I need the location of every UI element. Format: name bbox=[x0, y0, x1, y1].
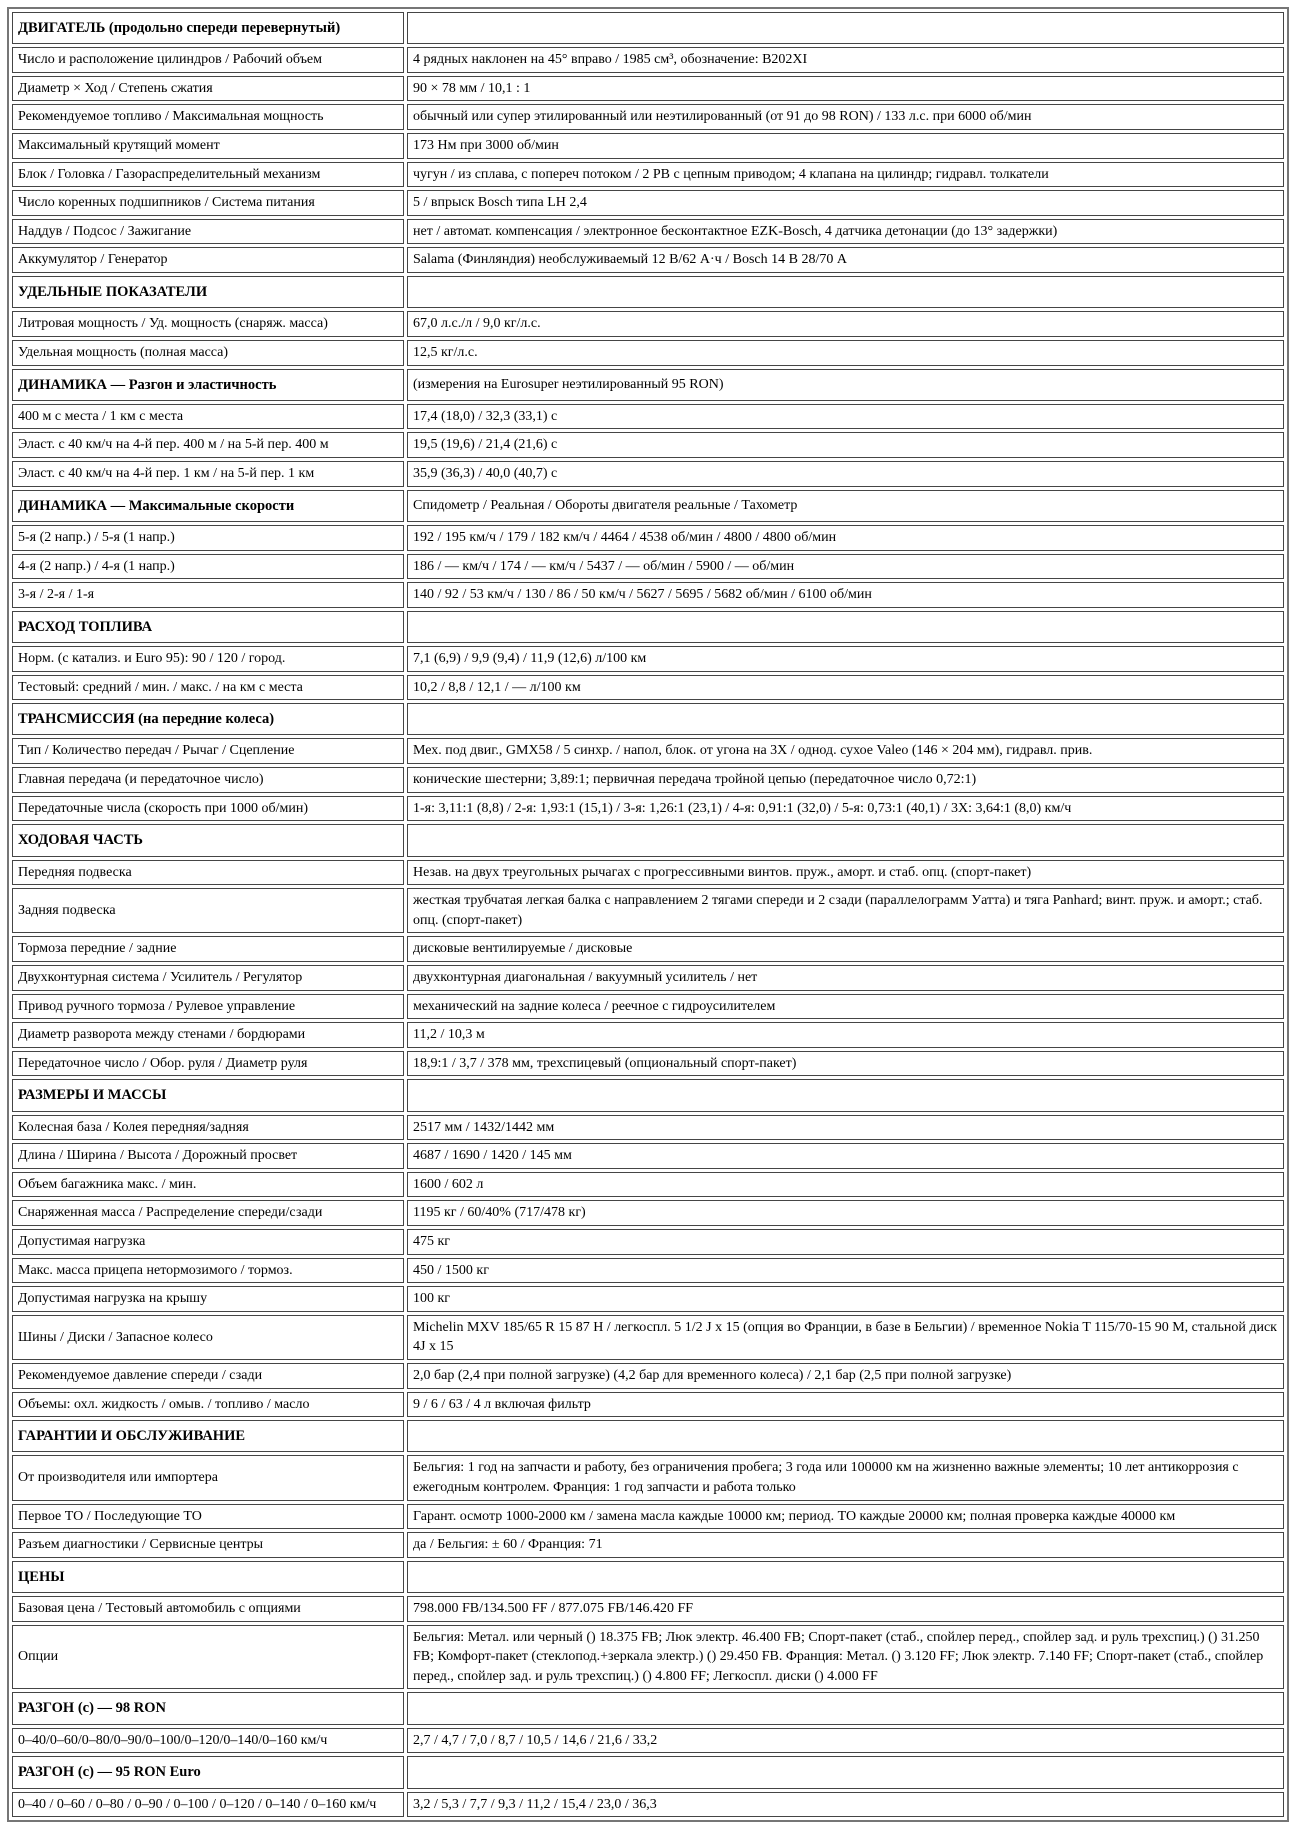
spec-label: Норм. (с катализ. и Euro 95): 90 / 120 / город. bbox=[12, 646, 404, 672]
section-row bbox=[12, 276, 1284, 308]
spec-row bbox=[12, 247, 1284, 273]
spec-row bbox=[12, 767, 1284, 793]
spec-row bbox=[12, 582, 1284, 608]
spec-value: 3,2 / 5,3 / 7,7 / 9,3 / 11,2 / 15,4 / 23,0 / 36,3 bbox=[407, 1792, 1284, 1818]
spec-label: Привод ручного тормоза / Рулевое управление bbox=[12, 994, 404, 1020]
section-value bbox=[407, 276, 1284, 308]
spec-value: 35,9 (36,3) / 40,0 (40,7) с bbox=[407, 461, 1284, 487]
spec-value: 12,5 кг/л.с. bbox=[407, 340, 1284, 366]
spec-label: Передняя подвеска bbox=[12, 860, 404, 886]
section-title: РАСХОД ТОПЛИВА bbox=[12, 611, 404, 643]
spec-label: Диаметр разворота между стенами / бордюрами bbox=[12, 1022, 404, 1048]
spec-value: 140 / 92 / 53 км/ч / 130 / 86 / 50 км/ч / 5627 / 5695 / 5682 об/мин / 6100 об/мин bbox=[407, 582, 1284, 608]
spec-row bbox=[12, 1532, 1284, 1558]
section-row bbox=[12, 824, 1284, 856]
section-row bbox=[12, 1561, 1284, 1593]
section-title: УДЕЛЬНЫЕ ПОКАЗАТЕЛИ bbox=[12, 276, 404, 308]
spec-value: 90 × 78 мм / 10,1 : 1 bbox=[407, 76, 1284, 102]
spec-row bbox=[12, 1315, 1284, 1360]
spec-value: Бельгия: 1 год на запчасти и работу, без ограничения пробега; 3 года или 100000 км на жизненно важные элементы; 10 лет антикоррозия с ежегодным контролем. Франция: 1 год запчасти и работа только bbox=[407, 1455, 1284, 1500]
spec-row bbox=[12, 1172, 1284, 1198]
spec-value: 19,5 (19,6) / 21,4 (21,6) с bbox=[407, 432, 1284, 458]
spec-row bbox=[12, 936, 1284, 962]
spec-row bbox=[12, 162, 1284, 188]
spec-label: Блок / Головка / Газораспределительный механизм bbox=[12, 162, 404, 188]
spec-row bbox=[12, 888, 1284, 933]
spec-label: 0–40/0–60/0–80/0–90/0–100/0–120/0–140/0–160 км/ч bbox=[12, 1728, 404, 1754]
spec-row bbox=[12, 311, 1284, 337]
car-spec-table bbox=[7, 7, 1289, 1822]
spec-label: 400 м с места / 1 км с места bbox=[12, 404, 404, 430]
section-value bbox=[407, 703, 1284, 735]
spec-row bbox=[12, 1258, 1284, 1284]
spec-row bbox=[12, 133, 1284, 159]
spec-label: Макс. масса прицепа нетормозимого / тормоз. bbox=[12, 1258, 404, 1284]
spec-label: От производителя или импортера bbox=[12, 1455, 404, 1500]
spec-label: 3-я / 2-я / 1-я bbox=[12, 582, 404, 608]
spec-row bbox=[12, 1625, 1284, 1690]
spec-value: 11,2 / 10,3 м bbox=[407, 1022, 1284, 1048]
section-row bbox=[12, 12, 1284, 44]
section-row bbox=[12, 369, 1284, 401]
spec-value: Бельгия: Метал. или черный () 18.375 FB; Люк электр. 46.400 FB; Спорт-пакет (стаб., спойлер перед., спойлер зад. и руль трехспиц.) () 31.250 FB; Комфорт-пакет (стеклопод.+зеркала электр.) () 29.450 FB. Франция: Метал. () 3.120 FF; Люк электр. 7.140 FF; Спорт-пакет (стаб., спойлер перед., спойлер зад. и руль трехспиц.) () 4.800 FF; Легкоспл. диски () 4.000 FF bbox=[407, 1625, 1284, 1690]
spec-value: нет / автомат. компенсация / электронное бесконтактное EZK-Bosch, 4 датчика детонации (до 13° задержки) bbox=[407, 219, 1284, 245]
section-title: РАЗГОН (с) — 95 RON Euro bbox=[12, 1756, 404, 1788]
spec-value: Мех. под двиг., GMX58 / 5 синхр. / напол, блок. от угона на 3Х / однод. сухое Valeo (146 × 204 мм), гидравл. прив. bbox=[407, 738, 1284, 764]
spec-row bbox=[12, 796, 1284, 822]
section-value bbox=[407, 824, 1284, 856]
section-title: ЦЕНЫ bbox=[12, 1561, 404, 1593]
spec-row bbox=[12, 340, 1284, 366]
section-row bbox=[12, 611, 1284, 643]
spec-label: Длина / Ширина / Высота / Дорожный просвет bbox=[12, 1143, 404, 1169]
spec-row bbox=[12, 461, 1284, 487]
section-title: РАЗМЕРЫ И МАССЫ bbox=[12, 1079, 404, 1111]
spec-row bbox=[12, 76, 1284, 102]
section-title: РАЗГОН (с) — 98 RON bbox=[12, 1692, 404, 1724]
spec-value: обычный или супер этилированный или неэтилированный (от 91 до 98 RON) / 133 л.с. при 6000 об/мин bbox=[407, 104, 1284, 130]
spec-row bbox=[12, 1022, 1284, 1048]
section-title: ДИНАМИКА — Разгон и эластичность bbox=[12, 369, 404, 401]
section-value bbox=[407, 1079, 1284, 1111]
spec-value: жесткая трубчатая легкая балка с направлением 2 тягами спереди и 2 сзади (параллелограмм Уатта) и тяга Panhard; винт. пруж. и аморт.; стаб. опц. (спорт-пакет) bbox=[407, 888, 1284, 933]
spec-value: 1195 кг / 60/40% (717/478 кг) bbox=[407, 1200, 1284, 1226]
section-title: ХОДОВАЯ ЧАСТЬ bbox=[12, 824, 404, 856]
spec-row bbox=[12, 47, 1284, 73]
spec-value: 450 / 1500 кг bbox=[407, 1258, 1284, 1284]
section-row bbox=[12, 1756, 1284, 1788]
spec-label: Эласт. с 40 км/ч на 4-й пер. 1 км / на 5-й пер. 1 км bbox=[12, 461, 404, 487]
spec-label: Максимальный крутящий момент bbox=[12, 133, 404, 159]
spec-row bbox=[12, 1115, 1284, 1141]
spec-value: 1-я: 3,11:1 (8,8) / 2-я: 1,93:1 (15,1) / 3-я: 1,26:1 (23,1) / 4-я: 0,91:1 (32,0) / 5-я: 0,73:1 (40,1) / 3Х: 3,64:1 (8,0) км/ч bbox=[407, 796, 1284, 822]
spec-value: 798.000 FB/134.500 FF / 877.075 FB/146.420 FF bbox=[407, 1596, 1284, 1622]
spec-value: 1600 / 602 л bbox=[407, 1172, 1284, 1198]
spec-label: Объем багажника макс. / мин. bbox=[12, 1172, 404, 1198]
spec-value: 4 рядных наклонен на 45° вправо / 1985 см³, обозначение: B202XI bbox=[407, 47, 1284, 73]
spec-label: Диаметр × Ход / Степень сжатия bbox=[12, 76, 404, 102]
section-title: ДИНАМИКА — Максимальные скорости bbox=[12, 490, 404, 522]
spec-label: 4-я (2 напр.) / 4-я (1 напр.) bbox=[12, 554, 404, 580]
spec-value: 17,4 (18,0) / 32,3 (33,1) с bbox=[407, 404, 1284, 430]
spec-row bbox=[12, 1392, 1284, 1418]
spec-label: Разъем диагностики / Сервисные центры bbox=[12, 1532, 404, 1558]
section-row bbox=[12, 1420, 1284, 1452]
spec-label: Рекомендуемое топливо / Максимальная мощность bbox=[12, 104, 404, 130]
section-row bbox=[12, 1079, 1284, 1111]
spec-value: чугун / из сплава, с попереч потоком / 2 РВ с цепным приводом; 4 клапана на цилиндр; гидравл. толкатели bbox=[407, 162, 1284, 188]
spec-label: 0–40 / 0–60 / 0–80 / 0–90 / 0–100 / 0–120 / 0–140 / 0–160 км/ч bbox=[12, 1792, 404, 1818]
section-value bbox=[407, 1756, 1284, 1788]
spec-label: Объемы: охл. жидкость / омыв. / топливо / масло bbox=[12, 1392, 404, 1418]
spec-value: 4687 / 1690 / 1420 / 145 мм bbox=[407, 1143, 1284, 1169]
spec-row bbox=[12, 994, 1284, 1020]
spec-row bbox=[12, 860, 1284, 886]
spec-row bbox=[12, 965, 1284, 991]
spec-label: Тип / Количество передач / Рычаг / Сцепление bbox=[12, 738, 404, 764]
spec-row bbox=[12, 1143, 1284, 1169]
spec-row bbox=[12, 1229, 1284, 1255]
spec-row bbox=[12, 404, 1284, 430]
spec-row bbox=[12, 1200, 1284, 1226]
spec-label: 5-я (2 напр.) / 5-я (1 напр.) bbox=[12, 525, 404, 551]
spec-row bbox=[12, 1792, 1284, 1818]
spec-value: Незав. на двух треугольных рычагах с прогрессивными винтов. пруж., аморт. и стаб. опц. (спорт-пакет) bbox=[407, 860, 1284, 886]
section-value bbox=[407, 611, 1284, 643]
section-value bbox=[407, 1561, 1284, 1593]
spec-label: Аккумулятор / Генератор bbox=[12, 247, 404, 273]
section-title: ГАРАНТИИ И ОБСЛУЖИВАНИЕ bbox=[12, 1420, 404, 1452]
section-row bbox=[12, 703, 1284, 735]
spec-label: Удельная мощность (полная масса) bbox=[12, 340, 404, 366]
spec-label: Допустимая нагрузка на крышу bbox=[12, 1286, 404, 1312]
spec-label: Наддув / Подсос / Зажигание bbox=[12, 219, 404, 245]
spec-row bbox=[12, 1363, 1284, 1389]
spec-label: Опции bbox=[12, 1625, 404, 1690]
spec-label: Число и расположение цилиндров / Рабочий объем bbox=[12, 47, 404, 73]
spec-row bbox=[12, 675, 1284, 701]
spec-value: Гарант. осмотр 1000-2000 км / замена масла каждые 10000 км; период. ТО каждые 20000 км; полная проверка каждые 40000 км bbox=[407, 1504, 1284, 1530]
spec-value: 67,0 л.с./л / 9,0 кг/л.с. bbox=[407, 311, 1284, 337]
section-value bbox=[407, 1420, 1284, 1452]
section-title: ТРАНСМИССИЯ (на передние колеса) bbox=[12, 703, 404, 735]
spec-label: Двухконтурная система / Усилитель / Регулятор bbox=[12, 965, 404, 991]
spec-row bbox=[12, 432, 1284, 458]
spec-value: 10,2 / 8,8 / 12,1 / — л/100 км bbox=[407, 675, 1284, 701]
spec-label: Число коренных подшипников / Система питания bbox=[12, 190, 404, 216]
spec-label: Тормоза передние / задние bbox=[12, 936, 404, 962]
spec-label: Первое ТО / Последующие ТО bbox=[12, 1504, 404, 1530]
spec-row bbox=[12, 219, 1284, 245]
spec-value: 475 кг bbox=[407, 1229, 1284, 1255]
spec-label: Передаточные числа (скорость при 1000 об/мин) bbox=[12, 796, 404, 822]
spec-row bbox=[12, 1504, 1284, 1530]
section-row bbox=[12, 490, 1284, 522]
section-value: Спидометр / Реальная / Обороты двигателя реальные / Тахометр bbox=[407, 490, 1284, 522]
spec-label: Допустимая нагрузка bbox=[12, 1229, 404, 1255]
spec-row bbox=[12, 1455, 1284, 1500]
section-value bbox=[407, 12, 1284, 44]
spec-value: 173 Нм при 3000 об/мин bbox=[407, 133, 1284, 159]
spec-value: 7,1 (6,9) / 9,9 (9,4) / 11,9 (12,6) л/100 км bbox=[407, 646, 1284, 672]
spec-value: Salama (Финляндия) необслуживаемый 12 В/62 А·ч / Bosch 14 В 28/70 А bbox=[407, 247, 1284, 273]
spec-row bbox=[12, 1596, 1284, 1622]
spec-value: 2517 мм / 1432/1442 мм bbox=[407, 1115, 1284, 1141]
spec-row bbox=[12, 646, 1284, 672]
spec-label: Базовая цена / Тестовый автомобиль с опциями bbox=[12, 1596, 404, 1622]
spec-row bbox=[12, 1728, 1284, 1754]
spec-value: 18,9:1 / 3,7 / 378 мм, трехспицевый (опциональный спорт-пакет) bbox=[407, 1051, 1284, 1077]
spec-label: Снаряженная масса / Распределение спереди/сзади bbox=[12, 1200, 404, 1226]
spec-row bbox=[12, 554, 1284, 580]
spec-value: 192 / 195 км/ч / 179 / 182 км/ч / 4464 / 4538 об/мин / 4800 / 4800 об/мин bbox=[407, 525, 1284, 551]
spec-label: Рекомендуемое давление спереди / сзади bbox=[12, 1363, 404, 1389]
section-value bbox=[407, 1692, 1284, 1724]
spec-label: Тестовый: средний / мин. / макс. / на км с места bbox=[12, 675, 404, 701]
spec-value: да / Бельгия: ± 60 / Франция: 71 bbox=[407, 1532, 1284, 1558]
spec-row bbox=[12, 738, 1284, 764]
section-row bbox=[12, 1692, 1284, 1724]
spec-label: Колесная база / Колея передняя/задняя bbox=[12, 1115, 404, 1141]
spec-label: Шины / Диски / Запасное колесо bbox=[12, 1315, 404, 1360]
spec-value: 9 / 6 / 63 / 4 л включая фильтр bbox=[407, 1392, 1284, 1418]
spec-row bbox=[12, 1051, 1284, 1077]
spec-label: Передаточное число / Обор. руля / Диаметр руля bbox=[12, 1051, 404, 1077]
spec-value: 186 / — км/ч / 174 / — км/ч / 5437 / — об/мин / 5900 / — об/мин bbox=[407, 554, 1284, 580]
spec-label: Эласт. с 40 км/ч на 4-й пер. 400 м / на 5-й пер. 400 м bbox=[12, 432, 404, 458]
section-title: ДВИГАТЕЛЬ (продольно спереди перевернутый) bbox=[12, 12, 404, 44]
spec-value: 5 / впрыск Bosch типа LH 2,4 bbox=[407, 190, 1284, 216]
spec-row bbox=[12, 104, 1284, 130]
spec-label: Литровая мощность / Уд. мощность (снаряж. масса) bbox=[12, 311, 404, 337]
spec-value: Michelin MXV 185/65 R 15 87 H / легкоспл. 5 1/2 J x 15 (опция во Франции, в базе в Бельгии) / временное Nokia T 115/70-15 90 M, стальной диск 4J x 15 bbox=[407, 1315, 1284, 1360]
spec-row bbox=[12, 525, 1284, 551]
spec-value: 100 кг bbox=[407, 1286, 1284, 1312]
section-value: (измерения на Eurosuper неэтилированный 95 RON) bbox=[407, 369, 1284, 401]
spec-label: Задняя подвеска bbox=[12, 888, 404, 933]
spec-label: Главная передача (и передаточное число) bbox=[12, 767, 404, 793]
spec-value: двухконтурная диагональная / вакуумный усилитель / нет bbox=[407, 965, 1284, 991]
spec-value: 2,7 / 4,7 / 7,0 / 8,7 / 10,5 / 14,6 / 21,6 / 33,2 bbox=[407, 1728, 1284, 1754]
spec-value: 2,0 бар (2,4 при полной загрузке) (4,2 бар для временного колеса) / 2,1 бар (2,5 при полной загрузке) bbox=[407, 1363, 1284, 1389]
spec-value: механический на задние колеса / реечное с гидроусилителем bbox=[407, 994, 1284, 1020]
spec-value: конические шестерни; 3,89:1; первичная передача тройной цепью (передаточное число 0,72:1) bbox=[407, 767, 1284, 793]
spec-row bbox=[12, 1286, 1284, 1312]
spec-value: дисковые вентилируемые / дисковые bbox=[407, 936, 1284, 962]
spec-row bbox=[12, 190, 1284, 216]
